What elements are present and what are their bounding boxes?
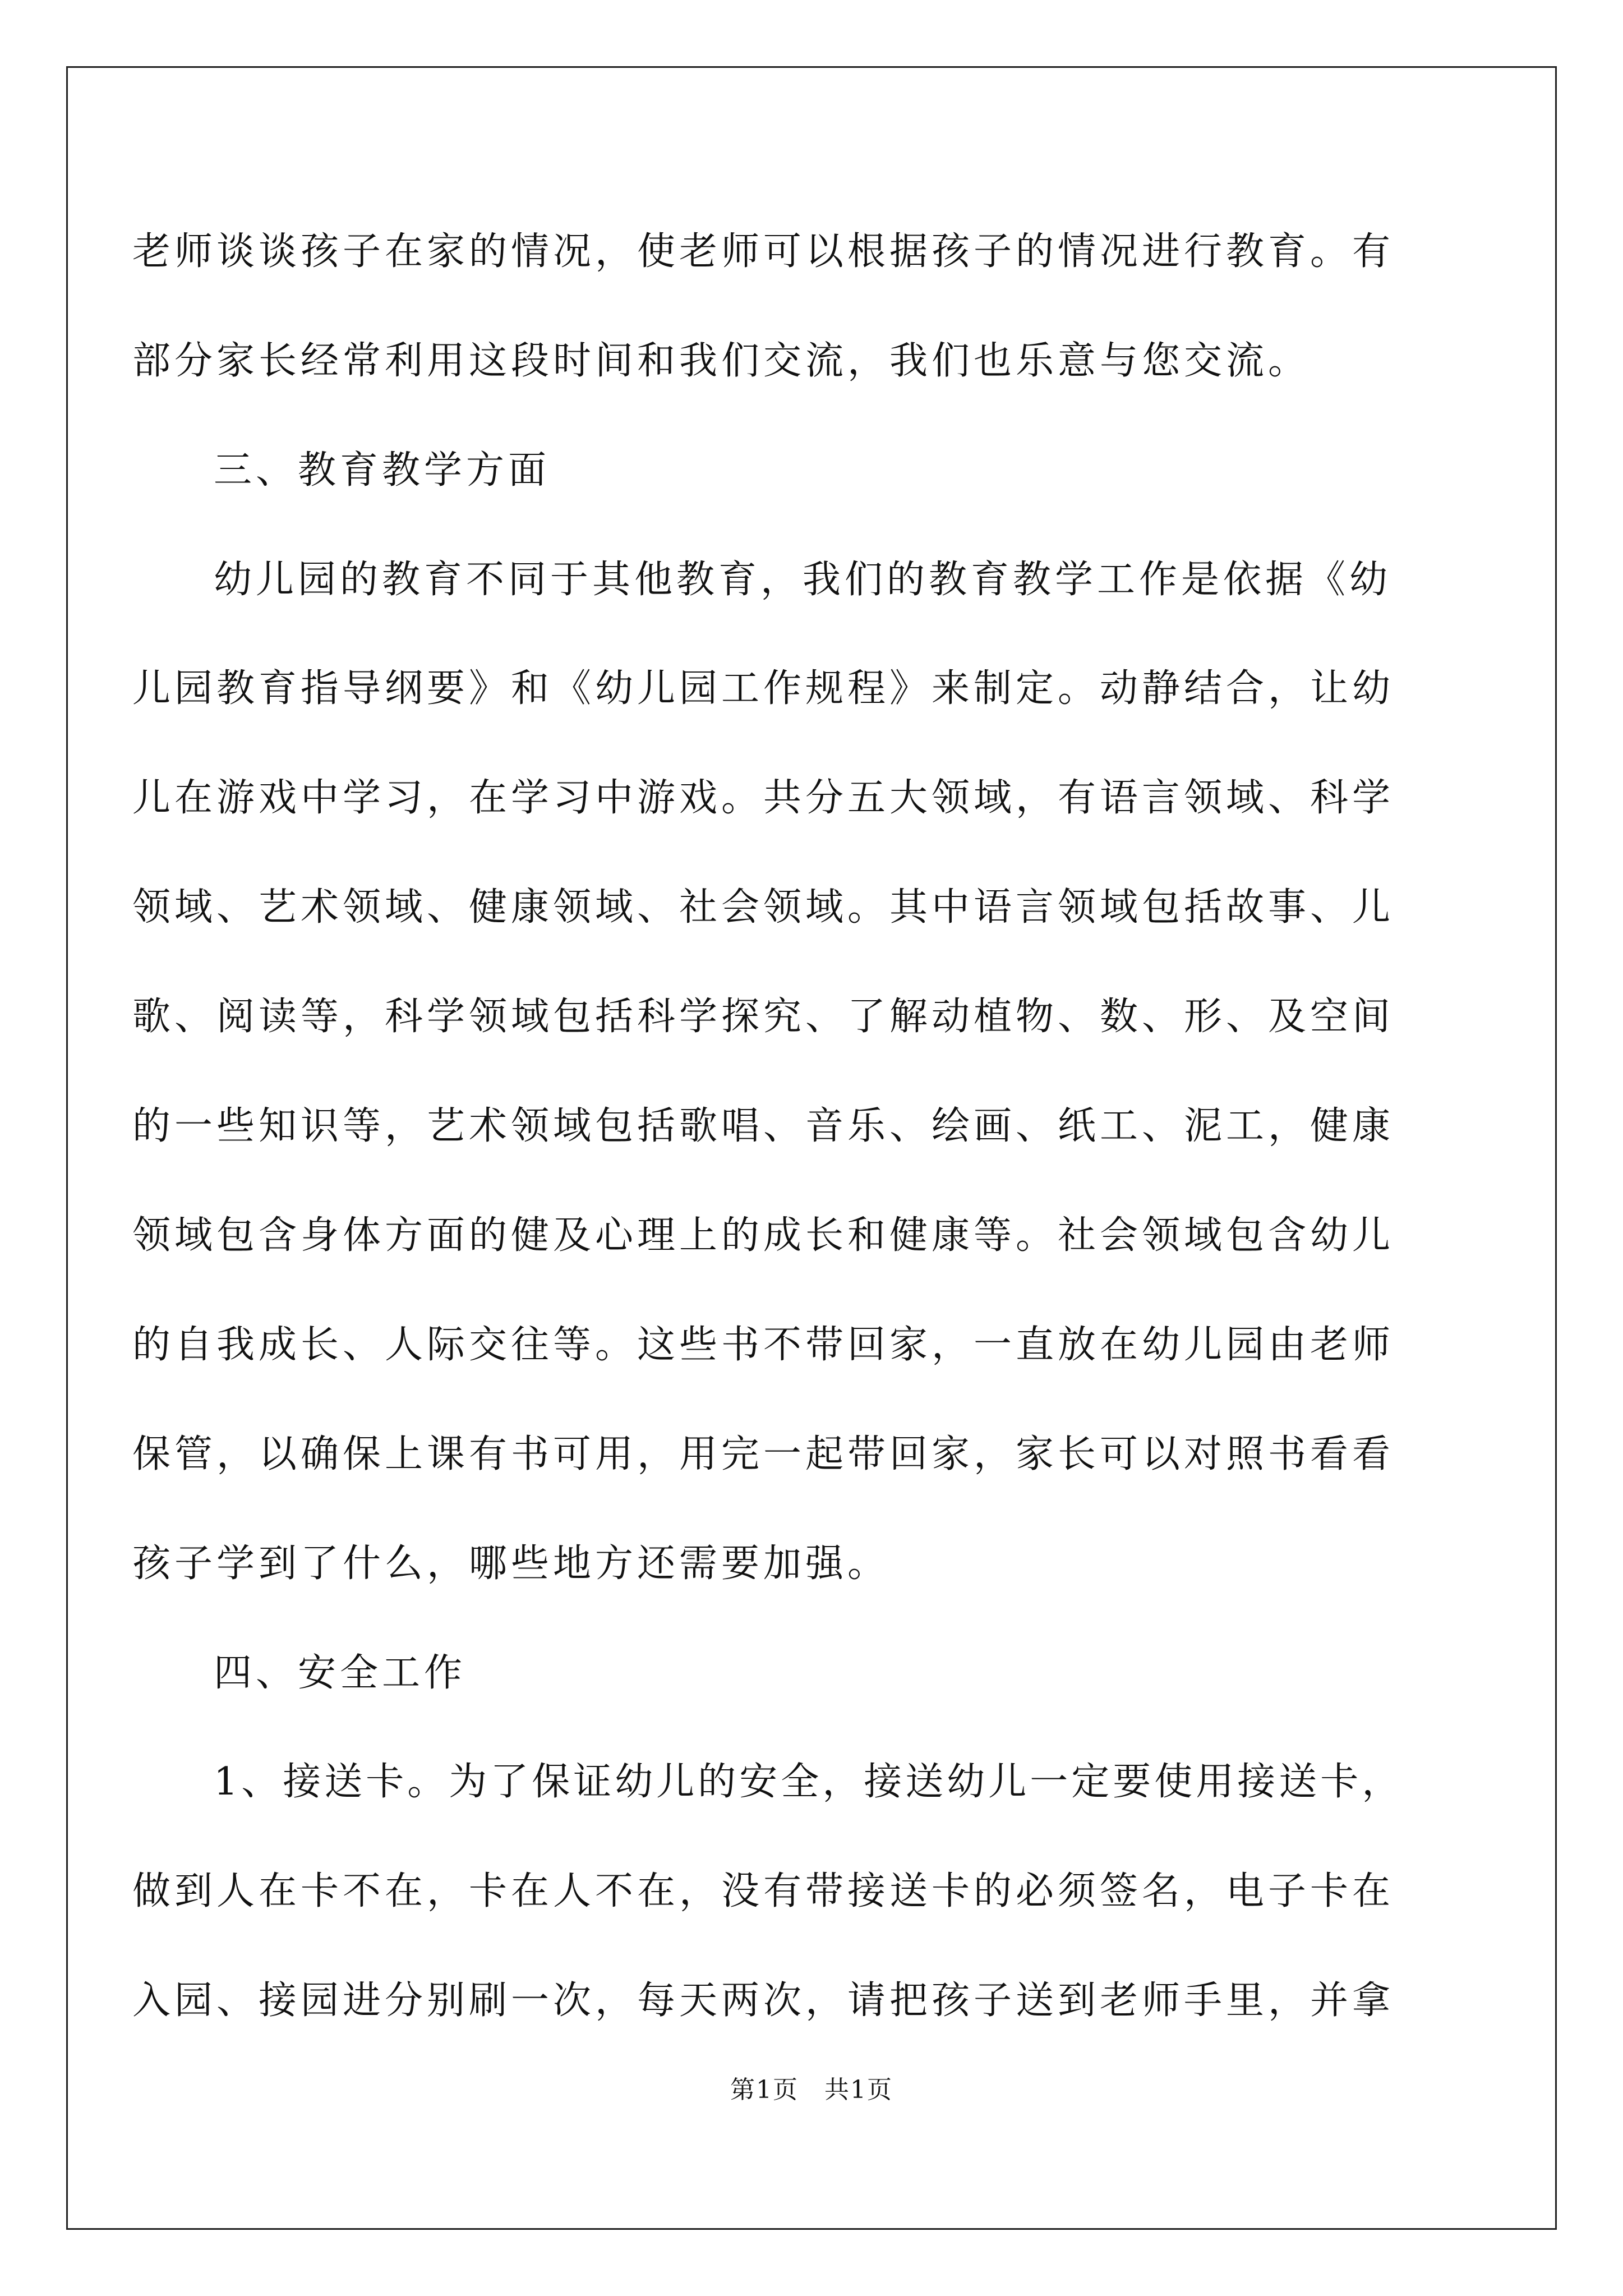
text-line: 1、接送卡。为了保证幼儿的安全，接送幼儿一定要使用接送卡， <box>214 1760 1404 1804</box>
text-line: 儿园教育指导纲要》和《幼儿园工作规程》来制定。动静结合，让幼 <box>132 666 1395 711</box>
text-line: 保管，以确保上课有书可用，用完一起带回家，家长可以对照书看看 <box>132 1432 1395 1476</box>
text-line: 歌、阅读等，科学领域包括科学探究、了解动植物、数、形、及空间 <box>132 995 1395 1039</box>
section-heading: 三、教育教学方面 <box>214 448 551 493</box>
text-line: 老师谈谈孩子在家的情况，使老师可以根据孩子的情况进行教育。有 <box>132 229 1395 274</box>
text-line: 儿在游戏中学习，在学习中游戏。共分五大领域，有语言领域、科学 <box>132 776 1395 820</box>
section-heading: 四、安全工作 <box>214 1651 467 1695</box>
text-line: 的自我成长、人际交往等。这些书不带回家，一直放在幼儿园由老师 <box>132 1323 1395 1367</box>
text-line: 部分家长经常利用这段时间和我们交流，我们也乐意与您交流。 <box>132 339 1311 383</box>
text-line: 领域包含身体方面的健及心理上的成长和健康等。社会领域包含幼儿 <box>132 1213 1395 1258</box>
text-line: 的一些知识等，艺术领域包括歌唱、音乐、绘画、纸工、泥工，健康 <box>132 1104 1395 1148</box>
text-line: 幼儿园的教育不同于其他教育，我们的教育教学工作是依据《幼 <box>214 558 1392 602</box>
page-footer: 第1页 共1页 <box>730 2076 893 2104</box>
text-line: 入园、接园进分别刷一次，每天两次，请把孩子送到老师手里，并拿 <box>132 1978 1395 2023</box>
text-line: 做到人在卡不在，卡在人不在，没有带接送卡的必须签名，电子卡在 <box>132 1869 1395 1913</box>
text-line: 领域、艺术领域、健康领域、社会领域。其中语言领域包括故事、儿 <box>132 885 1395 930</box>
text-line: 孩子学到了什么，哪些地方还需要加强。 <box>132 1542 890 1586</box>
